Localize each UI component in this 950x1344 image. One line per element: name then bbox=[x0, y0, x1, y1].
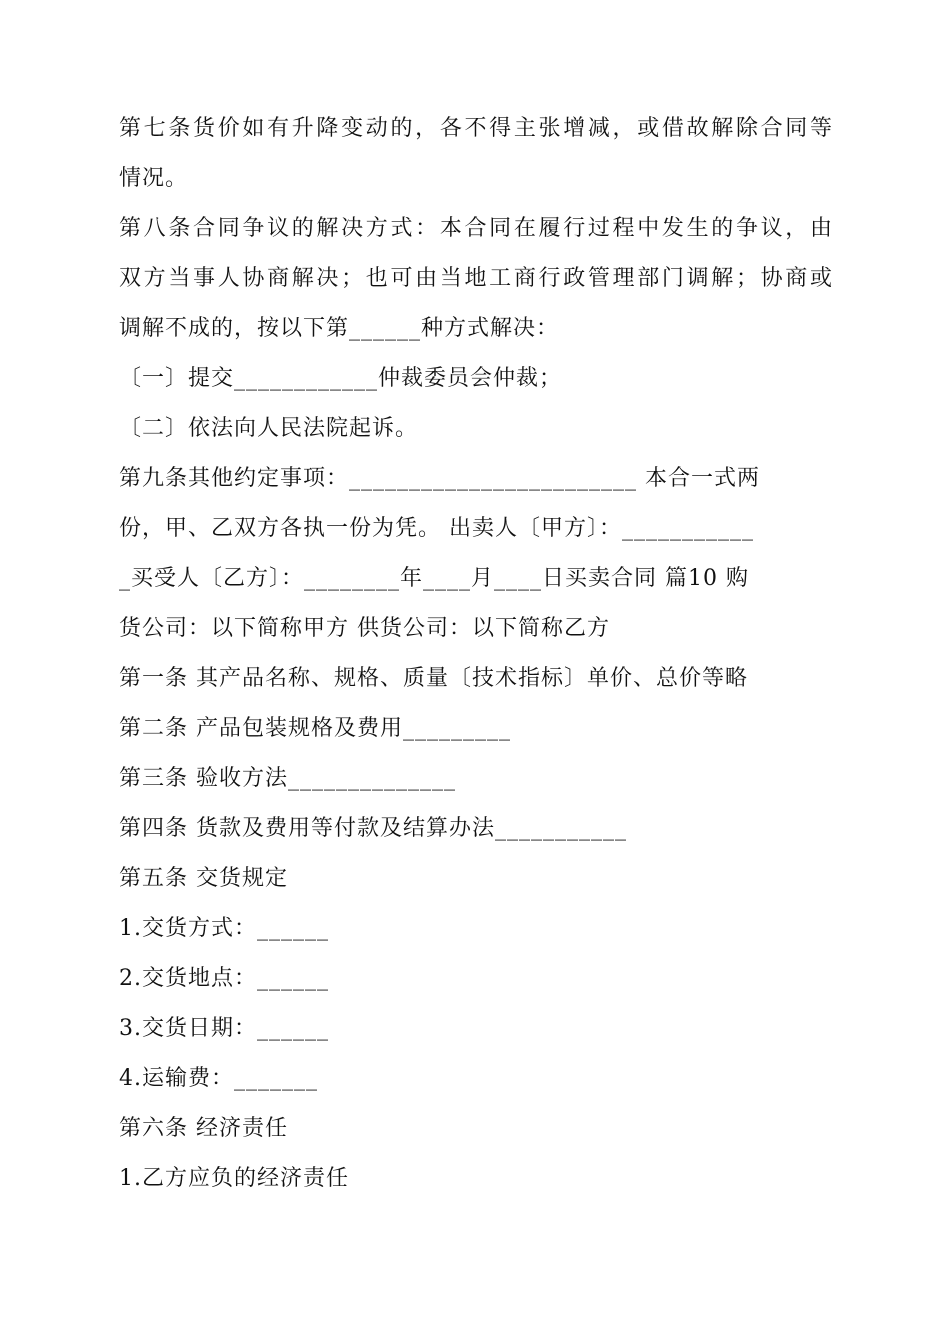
text-line-article-9: 第九条其他约定事项：________________________ 本合一式两 bbox=[119, 466, 760, 491]
text-line-delivery-method: 1.交货方式：______ bbox=[119, 916, 329, 941]
text-line-article-5: 第五条 交货规定 bbox=[119, 866, 288, 891]
text-line-article-8: 第八条合同争议的解决方式：本合同在履行过程中发生的争议，由 bbox=[119, 216, 833, 241]
text-line-option-2: 〔二〕依法向人民法院起诉。 bbox=[119, 416, 419, 441]
text-line-delivery-date: 3.交货日期：______ bbox=[119, 1016, 329, 1041]
text-line-article-1: 第一条 其产品名称、规格、质量〔技术指标〕单价、总价等略 bbox=[119, 666, 748, 691]
text-line-article-2: 第二条 产品包装规格及费用_________ bbox=[119, 716, 511, 741]
text-line-article-8-cont-1: 双方当事人协商解决；也可由当地工商行政管理部门调解；协商或 bbox=[119, 266, 833, 291]
text-line-article-7: 第七条货价如有升降变动的，各不得主张增减，或借故解除合同等 bbox=[119, 116, 833, 141]
text-line-copies-and-seller: 份，甲、乙双方各执一份为凭。 出卖人〔甲方〕：___________ bbox=[119, 516, 754, 541]
text-line-article-3: 第三条 验收方法______________ bbox=[119, 766, 456, 791]
text-line-article-6: 第六条 经济责任 bbox=[119, 1116, 288, 1141]
text-line-shipping-fee: 4.运输费：_______ bbox=[119, 1066, 318, 1091]
document-page bbox=[119, 104, 833, 1204]
text-line-article-7-cont: 情况。 bbox=[119, 166, 189, 191]
text-line-option-1: 〔一〕提交____________仲裁委员会仲裁； bbox=[119, 366, 563, 391]
text-line-article-4: 第四条 货款及费用等付款及结算办法___________ bbox=[119, 816, 627, 841]
text-line-article-8-cont-2: 调解不成的，按以下第______种方式解决： bbox=[119, 316, 560, 341]
text-line-parties: 货公司：以下简称甲方 供货公司：以下简称乙方 bbox=[119, 616, 610, 641]
text-line-party-b-liability: 1.乙方应负的经济责任 bbox=[119, 1166, 349, 1191]
text-line-buyer-and-date: _买受人〔乙方〕：________年____月____日买卖合同 篇10 购 bbox=[119, 566, 749, 591]
text-line-delivery-location: 2.交货地点：______ bbox=[119, 966, 329, 991]
